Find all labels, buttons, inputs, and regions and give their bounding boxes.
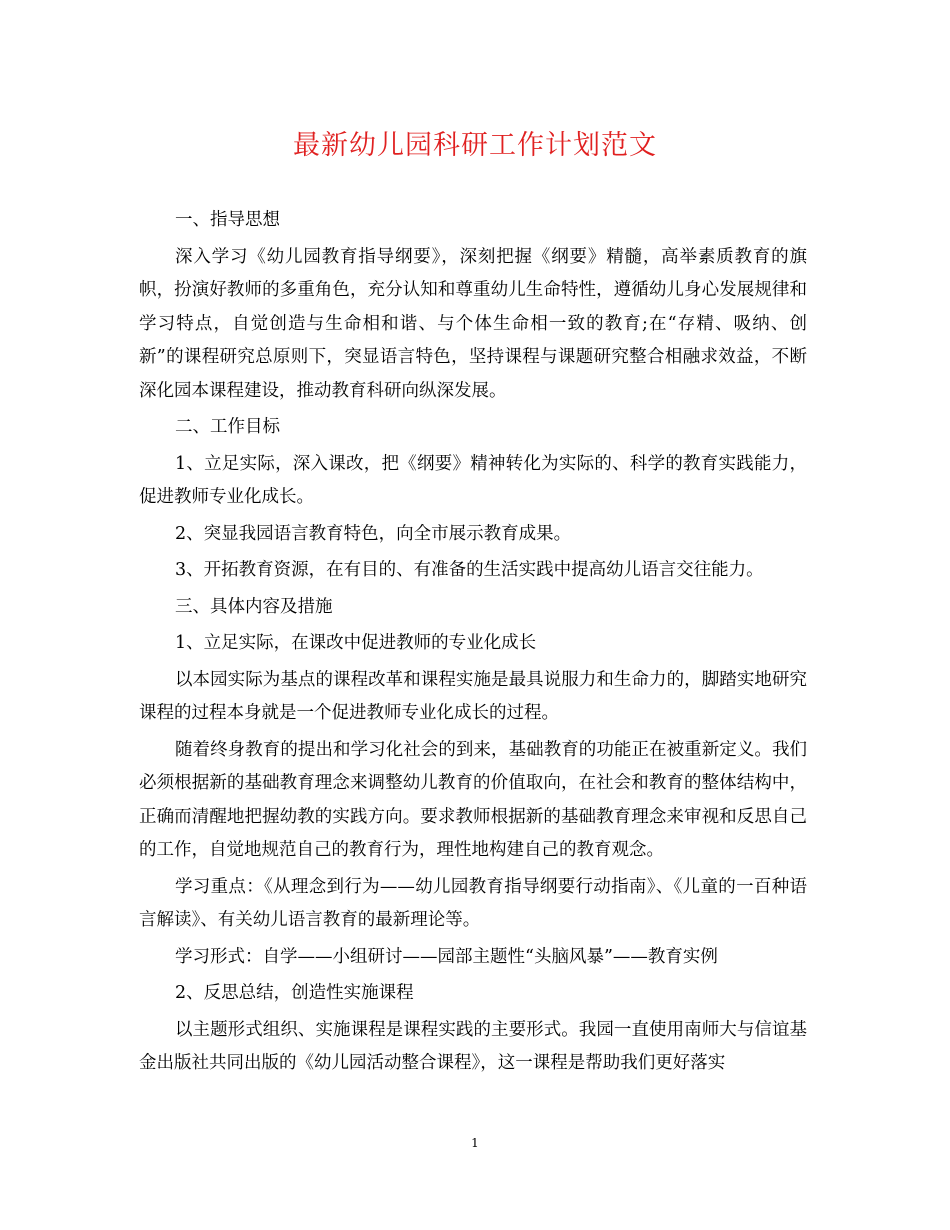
document-title: 最新幼儿园科研工作计划范文 xyxy=(293,130,657,161)
list-item: 1、立足实际，深入课改，把《纲要》精神转化为实际的、科学的教育实践能力，促进教师专业化成长。 xyxy=(139,453,807,507)
paragraph: 以主题形式组织、实施课程是课程实践的主要形式。我园一直使用南师大与信谊基金出版社共同出版的《幼儿园活动整合课程》，这一课程是帮助我们更好落实 xyxy=(139,1019,807,1073)
list-item: 2、突显我园语言教育特色，向全市展示教育成果。 xyxy=(175,523,572,544)
page-number: 1 xyxy=(471,1136,479,1150)
paragraph: 以本园实际为基点的课程改革和课程实施是最具说服力和生命力的，脚踏实地研究课程的过程本身就是一个促进教师专业化成长的过程。 xyxy=(139,669,807,723)
heading-guiding-ideology: 一、指导思想 xyxy=(175,210,280,230)
document-body xyxy=(139,204,807,1081)
heading-work-goals: 二、工作目标 xyxy=(175,417,280,437)
paragraph: 学习形式：自学——小组研讨——园部主题性“头脑风暴”——教育实例 xyxy=(175,946,718,967)
list-item: 3、开拓教育资源，在有目的、有准备的生活实践中提高幼儿语言交往能力。 xyxy=(175,560,764,580)
paragraph: 学习重点：《从理念到行为——幼儿园教育指导纲要行动指南》、《儿童的一百种语言解读》、有关幼儿语言教育的最新理论等。 xyxy=(139,876,807,930)
paragraph: 深入学习《幼儿园教育指导纲要》，深刻把握《纲要》精髓，高举素质教育的旗帜，扮演好教师的多重角色，充分认知和尊重幼儿生命特性，遵循幼儿身心发展规律和学习特点，自觉创造与生命相和谐、与个体生命相一致的教育;在“存精、吸纳、创新”的课程研究总原则下，突显语言特色，坚持课程与课题研究整合相融求效益，不断深化园本课程建设，推动教育科研向纵深发展。 xyxy=(139,246,807,401)
subheading: 1、立足实际，在课改中促进教师的专业化成长 xyxy=(175,633,537,653)
heading-content-measures: 三、具体内容及措施 xyxy=(175,596,333,617)
subheading: 2、反思总结，创造性实施课程 xyxy=(175,983,414,1003)
paragraph: 随着终身教育的提出和学习化社会的到来，基础教育的功能正在被重新定义。我们必须根据新的基础教育理念来调整幼儿教育的价值取向，在社会和教育的整体结构中，正确而清醒地把握幼教的实践方向。要求教师根据新的基础教育理念来审视和反思自己的工作，自觉地规范自己的教育行为，理性地构建自己的教育观念。 xyxy=(139,739,807,860)
